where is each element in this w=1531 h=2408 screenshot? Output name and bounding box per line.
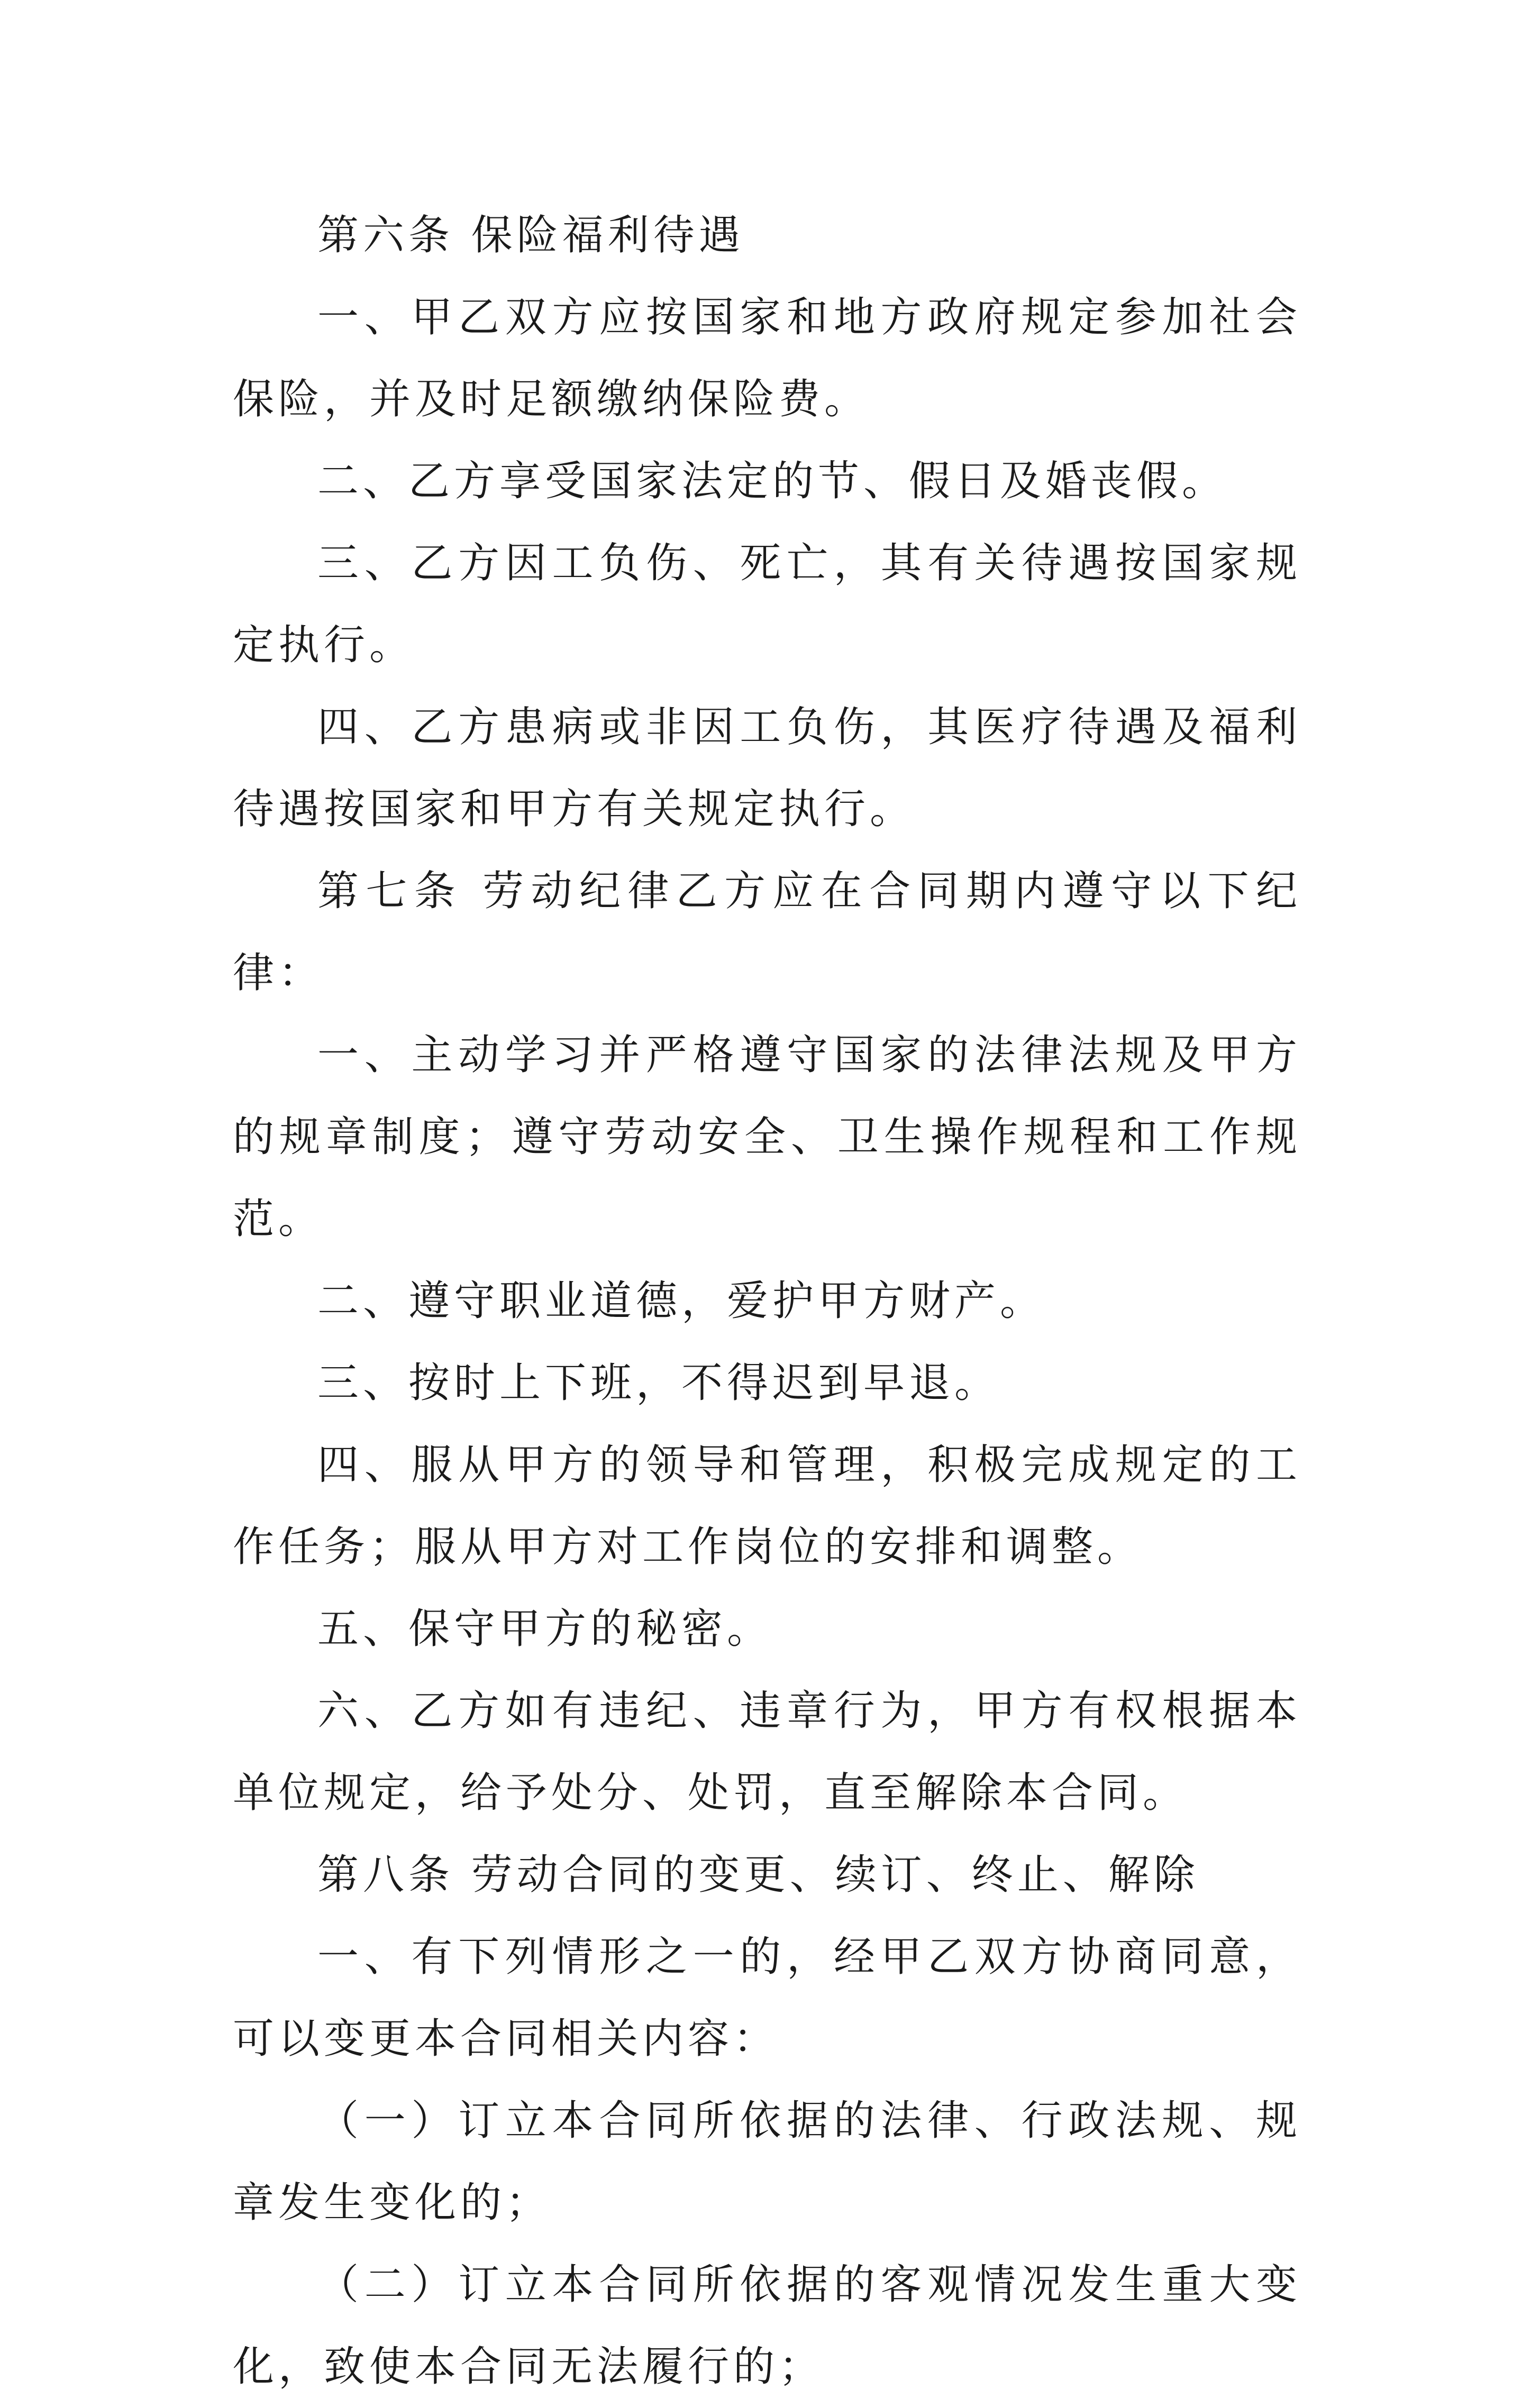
article-7-item-1: 一、主动学习并严格遵守国家的法律法规及甲方的规章制度；遵守劳动安全、卫生操作规程和工作规范。 <box>233 1031 1301 1243</box>
article-7-item-3: 三、按时上下班，不得迟到早退。 <box>317 1359 1000 1407</box>
article-6-item-4: 四、乙方患病或非因工负伤，其医疗待遇及福利待遇按国家和甲方有关规定执行。 <box>233 703 1301 833</box>
article-6-item-1: 一、甲乙双方应按国家和地方政府规定参加社会保险，并及时足额缴纳保险费。 <box>233 294 1301 423</box>
article-7-heading: 第七条 劳动纪律乙方应在合同期内遵守以下纪律： <box>233 867 1301 997</box>
article-8-subitem-2: （二）订立本合同所依据的客观情况发生重大变化，致使本合同无法履行的； <box>233 2261 1301 2391</box>
document-body <box>233 195 1301 2408</box>
article-7-item-5: 五、保守甲方的秘密。 <box>317 1605 773 1653</box>
article-7-item-4: 四、服从甲方的领导和管理，积极完成规定的工作任务；服从甲方对工作岗位的安排和调整。 <box>233 1441 1301 1571</box>
article-8-subitem-1: （一）订立本合同所依据的法律、行政法规、规章发生变化的； <box>233 2097 1301 2227</box>
article-8-heading: 第八条 劳动合同的变更、续订、终止、解除 <box>317 1851 1199 1899</box>
article-7-item-6: 六、乙方如有违纪、违章行为，甲方有权根据本单位规定，给予处分、处罚，直至解除本合同。 <box>233 1687 1301 1817</box>
article-6-item-3: 三、乙方因工负伤、死亡，其有关待遇按国家规定执行。 <box>233 539 1301 669</box>
article-7-item-2: 二、遵守职业道德，爱护甲方财产。 <box>317 1277 1046 1325</box>
article-6-item-2: 二、乙方享受国家法定的节、假日及婚丧假。 <box>317 457 1228 505</box>
article-8-item-1: 一、有下列情形之一的，经甲乙双方协商同意，可以变更本合同相关内容： <box>233 1933 1301 2063</box>
article-6-heading: 第六条 保险福利待遇 <box>317 212 744 259</box>
